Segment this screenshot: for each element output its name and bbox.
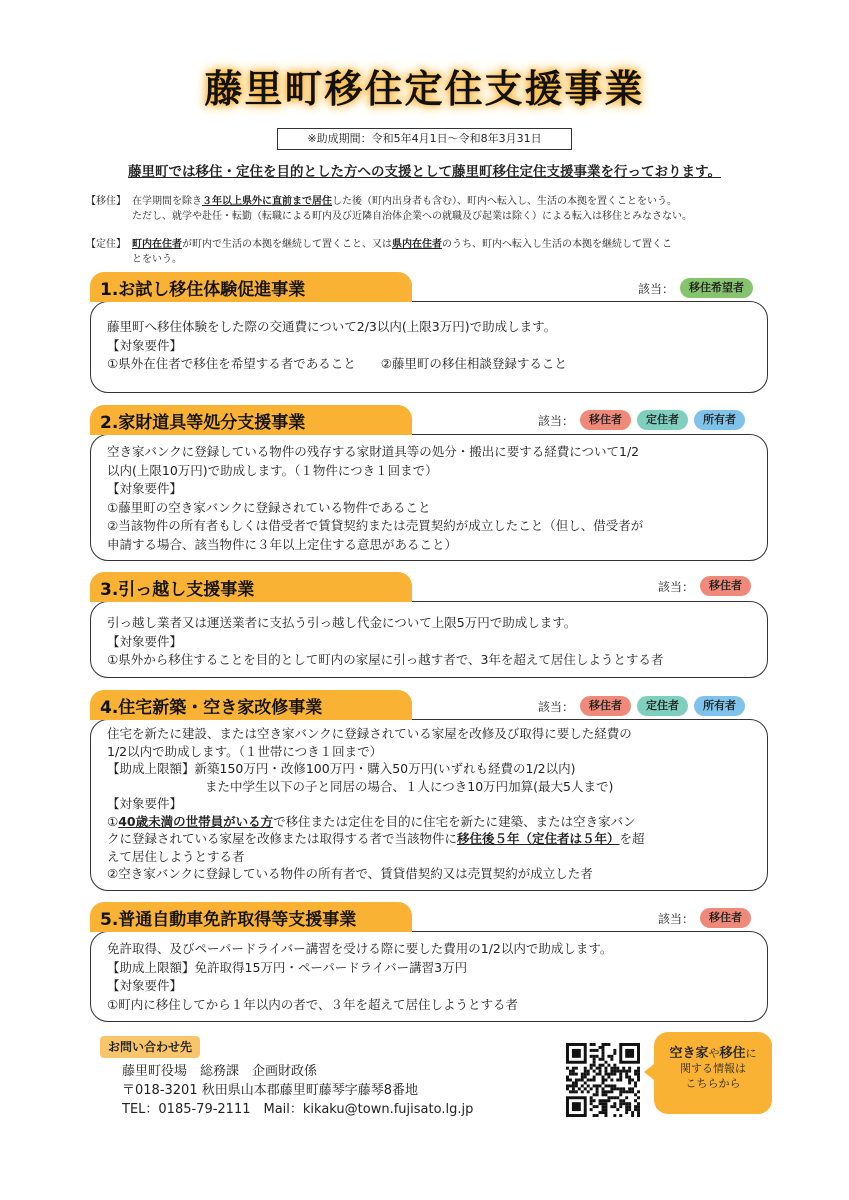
section-3-box: 引っ越し業者又は運送業者に支払う引っ越し代金について上限5万円で助成します。 【対象要件】 ①県外から移住することを目的として町内の家屋に引っ越す者で、3年を超えて居住しようとする者 xyxy=(90,601,768,678)
contact-info xyxy=(122,1062,473,1119)
definition-tag: 【定住】 xyxy=(86,239,126,250)
qr-code-icon[interactable] xyxy=(566,1043,640,1117)
tag-settler: 定住者 xyxy=(637,696,688,716)
section-3-header: 3.引っ越し支援事業 xyxy=(90,572,412,602)
section-2-box: 空き家バンクに登録している物件の残存する家財道具等の処分・搬出に要する経費について1/2 以内(上限10万円)で助成します。（１物件につき１回まで） 【対象要件】 ①藤里町の空き家バンクに登録されている物件であること ②当該物件の所有者もしくは借受者で賃貸契約または売買契約が成立したこと（但し、借受者が 申請する場合、該当物件に３年以上定住する意思があること） xyxy=(90,434,768,561)
section-4-header: 4.住宅新築・空き家改修事業 xyxy=(90,690,412,720)
definition-tag: 【移住】 xyxy=(86,196,126,207)
section-1-applicable: 該当： 移住希望者 xyxy=(638,278,753,298)
section-4-applicable: 該当： 移住者 定住者 所有者 xyxy=(538,696,745,716)
section-4-box: 住宅を新たに建設、または空き家バンクに登録されている家屋を改修及び取得に要した経費の 1/2以内で助成します。（１世帯につき１回まで） 【助成上限額】新築150万円・改修100万円・購入50万円(いずれも経費の1/2以内) また中学生以下の子と同居の場合、１人につき10万円加算(最大5人まで) 【対象要件】 ①40歳未満の世帯員がいる方で移住または定住を目的に住宅を新たに建築、または空き家バン クに登録されている家屋を改修または取得する者で当該物件に移住後５年（定住者は５年）を超 えて居住しようとする者 ②空き家バンクに登録している物件の所有者で、賃貸借契約又は売買契約が成立した者 xyxy=(90,719,768,891)
tag-hope: 移住希望者 xyxy=(680,278,753,298)
section-2-header: 2.家財道具等処分支援事業 xyxy=(90,405,412,435)
tag-migrant: 移住者 xyxy=(700,576,751,596)
definition-migrate: 【移住】 在学期間を除き３年以上県外に直前まで居住した後（町内出身者も含む）、町内へ転入し、生活の本拠を置くことをいう。 ただし、就学や赴任・転勤（転職による町内及び近隣自治体企業への就職及び起業は除く）による転入は移住とみなさない。 xyxy=(86,196,692,222)
section-1-box: 藤里町へ移住体験をした際の交通費について2/3以内(上限3万円)で助成します。 【対象要件】 ①県外在住者で移住を希望する者であること ②藤里町の移住相談登録すること xyxy=(90,301,768,393)
section-5-header: 5.普通自動車免許取得等支援事業 xyxy=(90,902,412,932)
section-1-header: 1.お試し移住体験促進事業 xyxy=(90,272,412,302)
section-2-applicable: 該当： 移住者 定住者 所有者 xyxy=(538,410,745,430)
tag-owner: 所有者 xyxy=(694,696,745,716)
page-title: 藤里町移住定住支援事業 xyxy=(204,67,645,111)
lead-text: 藤里町では移住・定住を目的とした方への支援として藤里町移住定住支援事業を行っております。 xyxy=(128,164,721,180)
subsidy-period: ※助成期間：令和5年4月1日～令和8年3月31日 xyxy=(277,128,572,150)
tag-migrant: 移住者 xyxy=(580,410,631,430)
tag-migrant: 移住者 xyxy=(580,696,631,716)
section-3-applicable: 該当： 移住者 xyxy=(658,576,751,596)
contact-office: 藤里町役場 総務課 企画財政係 xyxy=(122,1064,318,1079)
contact-address: 〒018-3201 秋田県山本郡藤里町藤琴字藤琴8番地 xyxy=(122,1083,418,1098)
section-5-box: 免許取得、及びペーパードライバー講習を受ける際に要した費用の1/2以内で助成します。 【助成上限額】免許取得15万円・ペーパードライバー講習3万円 【対象要件】 ①町内に移住してから１年以内の者で、３年を超えて居住しようとする者 xyxy=(90,931,768,1022)
info-callout: 空き家や移住に 関する情報は こちらから xyxy=(654,1032,772,1114)
tag-settler: 定住者 xyxy=(637,410,688,430)
tag-owner: 所有者 xyxy=(694,410,745,430)
contact-tel-mail: TEL：0185-79-2111 Mail：kikaku@town.fujisato.lg.jp xyxy=(122,1102,474,1117)
section-5-applicable: 該当： 移住者 xyxy=(658,908,751,928)
contact-tag: お問い合わせ先 xyxy=(100,1036,200,1058)
definition-settle: 【定住】 町内在住者が町内で生活の本拠を継続して置くこと、又は県内在住者のうち、町内へ転入し生活の本拠を継続して置くこ とをいう。 xyxy=(86,239,672,265)
tag-migrant: 移住者 xyxy=(700,908,751,928)
